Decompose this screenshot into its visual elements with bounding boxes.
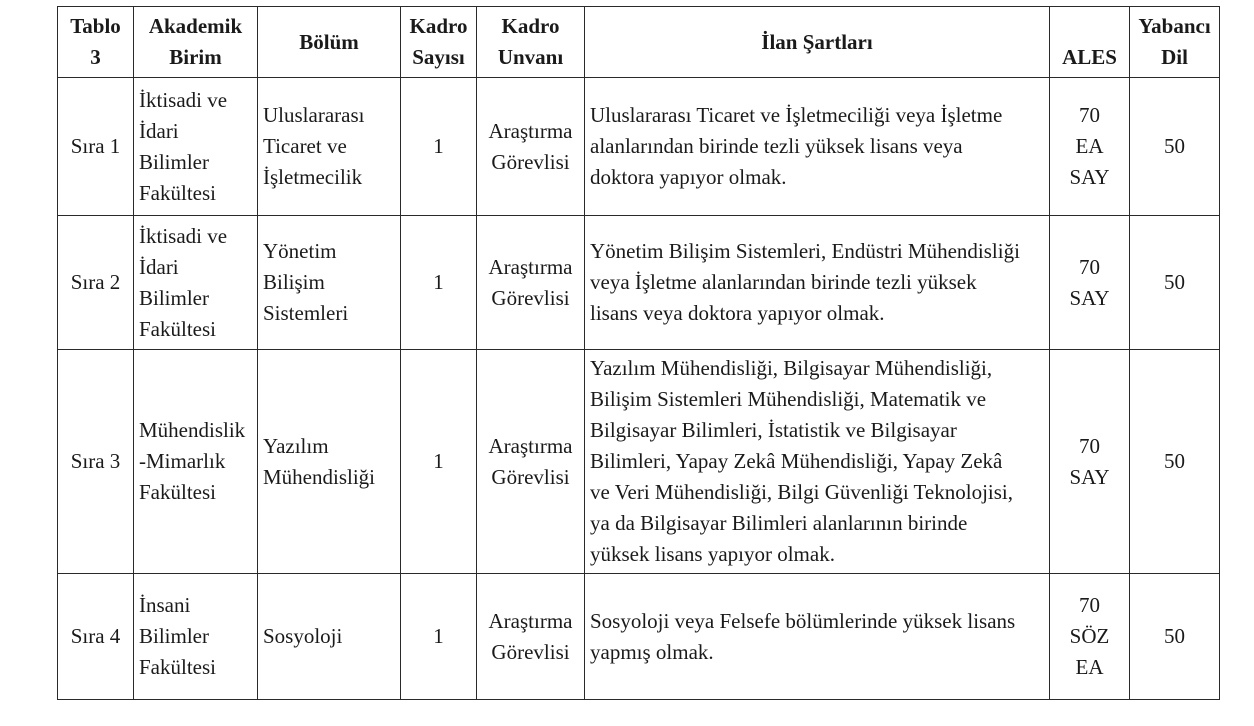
birim-cell: Mühendislik -Mimarlık Fakültesi — [134, 350, 258, 574]
birim-cell: İktisadi ve İdari Bilimler Fakültesi — [134, 216, 258, 350]
kadro-unvani-cell: Araştırma Görevlisi — [477, 78, 585, 216]
header-ales: ALES — [1050, 7, 1130, 78]
sira-cell: Sıra 1 — [58, 78, 134, 216]
bolum-cell: Yazılım Mühendisliği — [258, 350, 401, 574]
sira-cell: Sıra 2 — [58, 216, 134, 350]
kadro-table — [57, 6, 1220, 700]
table-row — [58, 350, 1220, 574]
kadro-unvani-cell: Araştırma Görevlisi — [477, 216, 585, 350]
ilan-sartlari-cell: Uluslararası Ticaret ve İşletmeciliği veya İşletme alanlarından birinde tezli yüksek lisans veya doktora yapıyor olmak. — [585, 78, 1050, 216]
table-row — [58, 216, 1220, 350]
ales-cell: 70 EA SAY — [1050, 78, 1130, 216]
ales-cell: 70 SÖZ EA — [1050, 574, 1130, 700]
header-bolum: Bölüm — [258, 7, 401, 78]
bolum-cell: Uluslararası Ticaret ve İşletmecilik — [258, 78, 401, 216]
kadro-unvani-cell: Araştırma Görevlisi — [477, 574, 585, 700]
birim-cell: İktisadi ve İdari Bilimler Fakültesi — [134, 78, 258, 216]
table-row — [58, 574, 1220, 700]
kadro-sayisi-cell: 1 — [401, 574, 477, 700]
yabanci-dil-cell: 50 — [1130, 350, 1220, 574]
header-tablo: Tablo 3 — [58, 7, 134, 78]
header-kadro-sayisi: Kadro Sayısı — [401, 7, 477, 78]
header-yabanci-dil: Yabancı Dil — [1130, 7, 1220, 78]
header-row — [58, 7, 1220, 78]
sira-cell: Sıra 3 — [58, 350, 134, 574]
header-ilan-sartlari: İlan Şartları — [585, 7, 1050, 78]
yabanci-dil-cell: 50 — [1130, 216, 1220, 350]
yabanci-dil-cell: 50 — [1130, 78, 1220, 216]
ales-cell: 70 SAY — [1050, 350, 1130, 574]
table-row — [58, 78, 1220, 216]
ilan-sartlari-cell: Sosyoloji veya Felsefe bölümlerinde yüksek lisans yapmış olmak. — [585, 574, 1050, 700]
ilan-sartlari-cell: Yazılım Mühendisliği, Bilgisayar Mühendisliği, Bilişim Sistemleri Mühendisliği, Matematik ve Bilgisayar Bilimleri, İstatistik ve Bilgisayar Bilimleri, Yapay Zekâ Mühendisliği, Yapay Zekâ ve Veri Mühendisliği, Bilgi Güvenliği Teknolojisi, ya da Bilgisayar Bilimleri alanlarının birinde yüksek lisans yapıyor olmak. — [585, 350, 1050, 574]
header-akademik-birim: Akademik Birim — [134, 7, 258, 78]
birim-cell: İnsani Bilimler Fakültesi — [134, 574, 258, 700]
ales-cell: 70 SAY — [1050, 216, 1130, 350]
sira-cell: Sıra 4 — [58, 574, 134, 700]
kadro-sayisi-cell: 1 — [401, 216, 477, 350]
ilan-sartlari-cell: Yönetim Bilişim Sistemleri, Endüstri Mühendisliği veya İşletme alanlarından birinde tezli yüksek lisans veya doktora yapıyor olmak. — [585, 216, 1050, 350]
header-kadro-unvani: Kadro Unvanı — [477, 7, 585, 78]
bolum-cell: Yönetim Bilişim Sistemleri — [258, 216, 401, 350]
bolum-cell: Sosyoloji — [258, 574, 401, 700]
kadro-unvani-cell: Araştırma Görevlisi — [477, 350, 585, 574]
kadro-sayisi-cell: 1 — [401, 78, 477, 216]
yabanci-dil-cell: 50 — [1130, 574, 1220, 700]
kadro-sayisi-cell: 1 — [401, 350, 477, 574]
